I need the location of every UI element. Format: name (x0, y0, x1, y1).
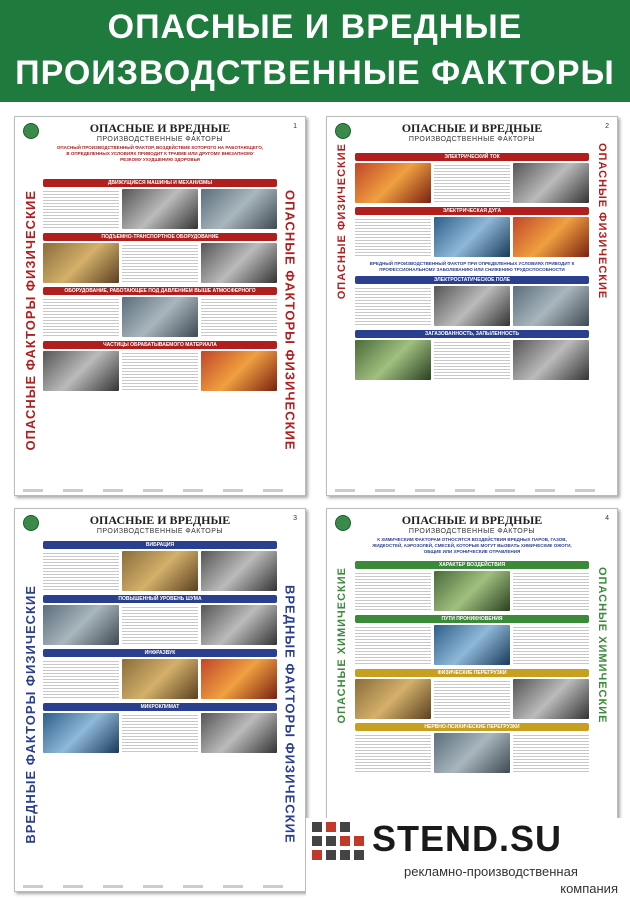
poster-title-main: ОПАСНЫЕ И ВРЕДНЫЕ (89, 513, 231, 527)
poster-number: 3 (293, 515, 297, 522)
section: ХАРАКТЕР ВОЗДЕЙСТВИЯ (355, 561, 589, 611)
poster-footer (23, 489, 297, 492)
poster-footer (23, 885, 297, 888)
poster-content (43, 541, 277, 879)
page-header (0, 0, 630, 102)
section: ПУТИ ПРОНИКНОВЕНИЯ (355, 615, 589, 665)
brand-watermark (306, 818, 630, 900)
poster-intro: ВРЕДНЫЙ ПРОИЗВОДСТВЕННЫЙ ФАКТОР ПРИ ОПРЕДЕЛЕННЫХ УСЛОВИЯХ ПРИВОДИТ К ПРОФЕССИОНАЛЬНОМУ ЗАБОЛЕВАНИЮ ИЛИ СНИЖЕНИЮ ТРУДОСПОСОБНОСТИ (369, 261, 575, 272)
poster-title-main: ОПАСНЫЕ И ВРЕДНЫЕ (401, 121, 543, 135)
side-label-left: ОПАСНЫЕ ХИМИЧЕСКИЕ (336, 566, 348, 724)
side-label-left: ОПАСНЫЕ ФИЗИЧЕСКИЕ (336, 142, 348, 300)
brand-name: STEND.SU (372, 818, 563, 859)
poster-number: 2 (605, 123, 609, 130)
section: МИКРОКЛИМАТ (43, 703, 277, 753)
poster-3 (14, 508, 306, 892)
section: ЧАСТИЦЫ ОБРАБАТЫВАЕМОГО МАТЕРИАЛА (43, 341, 277, 391)
side-label-right: ОПАСНЫЕ ХИМИЧЕСКИЕ (596, 566, 608, 724)
header-title-line1: ОПАСНЫЕ И ВРЕДНЫЕ (107, 8, 523, 46)
section: ИНФРАЗВУК (43, 649, 277, 699)
poster-content (355, 153, 589, 483)
section: ПОВЫШЕННЫЙ УРОВЕНЬ ШУМА (43, 595, 277, 645)
side-label-left: ВРЕДНЫЕ ФАКТОРЫ ФИЗИЧЕСКИЕ (22, 584, 38, 844)
side-label-right: ОПАСНЫЕ ФАКТОРЫ ФИЗИЧЕСКИЕ (282, 189, 298, 451)
poster-title-sub: ПРОИЗВОДСТВЕННЫЕ ФАКТОРЫ (96, 136, 224, 143)
brand-tagline-2: компания (560, 881, 618, 896)
poster-intro: К ХИМИЧЕСКИМ ФАКТОРАМ ОТНОСЯТСЯ ВОЗДЕЙСТВИЯ ВРЕДНЫХ ПАРОВ, ГАЗОВ, ЖИДКОСТЕЙ, АЭРОЗОЛЕЙ, СМЕСЕЙ, КОТОРЫЕ МОГУТ ВЫЗВАТЬ ХИМИЧЕСКИЕ ОЖОГИ, ОБЩИЕ ИЛИ ХРОНИЧЕСКИЕ ОТРАВЛЕНИЯ (372, 537, 572, 554)
poster-content (43, 179, 277, 483)
section: НЕРВНО-ПСИХИЧЕСКИЕ ПЕРЕГРУЗКИ (355, 723, 589, 773)
poster-title (327, 513, 617, 535)
brand-logo-icon (312, 822, 364, 874)
poster-1 (14, 116, 306, 496)
poster-title (15, 121, 305, 143)
poster-title-main: ОПАСНЫЕ И ВРЕДНЫЕ (401, 513, 543, 527)
section: ВИБРАЦИЯ (43, 541, 277, 591)
header-title-line2: ПРОИЗВОДСТВЕННЫЕ ФАКТОРЫ (15, 54, 615, 92)
side-label-right: ОПАСНЫЕ ФИЗИЧЕСКИЕ (596, 142, 608, 300)
section: ПОДЪЕМНО-ТРАНСПОРТНОЕ ОБОРУДОВАНИЕ (43, 233, 277, 283)
section: ДВИЖУЩИЕСЯ МАШИНЫ И МЕХАНИЗМЫ (43, 179, 277, 229)
side-label-right: ВРЕДНЫЕ ФАКТОРЫ ФИЗИЧЕСКИЕ (282, 584, 298, 844)
poster-title-sub: ПРОИЗВОДСТВЕННЫЕ ФАКТОРЫ (408, 136, 536, 143)
brand-tagline: рекламно-производственная (404, 864, 578, 879)
section: ЗАГАЗОВАННОСТЬ, ЗАПЫЛЕННОСТЬ (355, 330, 589, 380)
poster-title (327, 121, 617, 143)
poster-intro: ОПАСНЫЙ ПРОИЗВОДСТВЕННЫЙ ФАКТОР, ВОЗДЕЙСТВИЕ КОТОРОГО НА РАБОТАЮЩЕГО, В ОПРЕДЕЛЕННЫХ УСЛОВИЯХ ПРИВОДИТ К ТРАВМЕ ИЛИ ДРУГОМУ ВНЕЗАПНОМУ РЕЗКОМУ УХУДШЕНИЮ ЗДОРОВЬЯ (56, 145, 264, 162)
section: ЭЛЕКТРИЧЕСКИЙ ТОК (355, 153, 589, 203)
section: ЭЛЕКТРИЧЕСКАЯ ДУГА (355, 207, 589, 257)
side-label-left: ОПАСНЫЕ ФАКТОРЫ ФИЗИЧЕСКИЕ (22, 189, 38, 451)
poster-number: 1 (293, 123, 297, 130)
poster-number: 4 (605, 515, 609, 522)
poster-footer (335, 489, 609, 492)
poster-title-sub: ПРОИЗВОДСТВЕННЫЕ ФАКТОРЫ (96, 528, 224, 535)
poster-2 (326, 116, 618, 496)
section: ФИЗИЧЕСКИЕ ПЕРЕГРУЗКИ (355, 669, 589, 719)
section: ОБОРУДОВАНИЕ, РАБОТАЮЩЕЕ ПОД ДАВЛЕНИЕМ ВЫШЕ АТМОСФЕРНОГО (43, 287, 277, 337)
poster-title-sub: ПРОИЗВОДСТВЕННЫЕ ФАКТОРЫ (408, 528, 536, 535)
poster-title-main: ОПАСНЫЕ И ВРЕДНЫЕ (89, 121, 231, 135)
poster-title (15, 513, 305, 535)
section: ЭЛЕКТРОСТАТИЧЕСКОЕ ПОЛЕ (355, 276, 589, 326)
